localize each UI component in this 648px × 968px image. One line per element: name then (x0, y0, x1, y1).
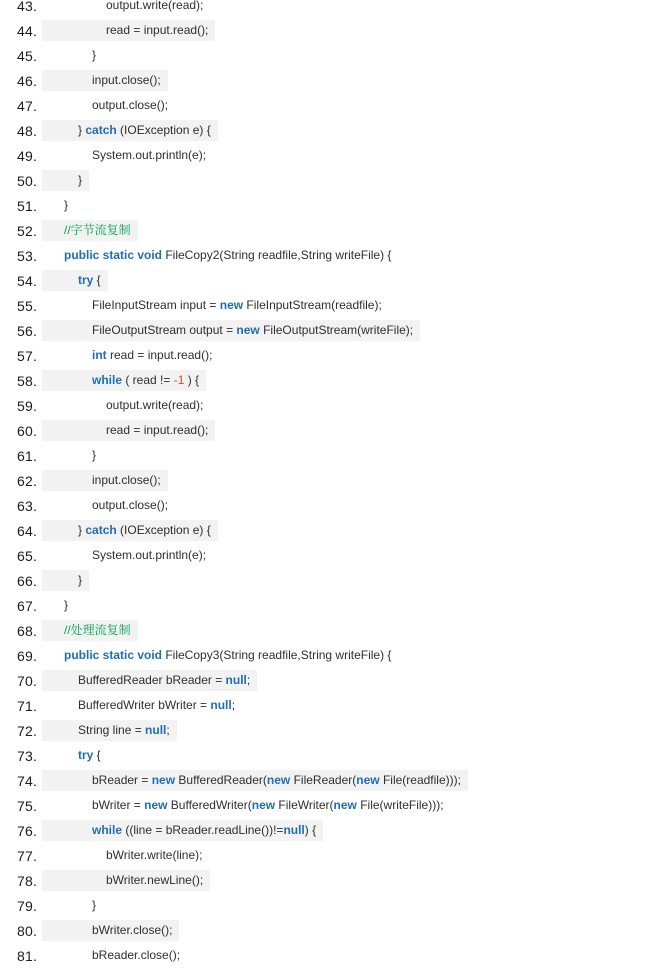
code-segment (42, 245, 398, 266)
code-token-plain: ((line = bReader.readLine())!= (122, 823, 284, 837)
code-token-plain: } (78, 123, 86, 137)
code-line (0, 693, 648, 718)
code-token-keyword: int (92, 348, 107, 362)
code-token-plain: BufferedWriter( (167, 798, 252, 812)
code-segment-highlighted (42, 470, 168, 491)
code-line (0, 493, 648, 518)
code-text (42, 945, 648, 966)
code-line (0, 518, 648, 543)
code-token-keyword: catch (85, 123, 117, 137)
code-segment-highlighted (42, 870, 210, 891)
code-token-plain: File(writeFile))); (356, 798, 444, 812)
code-segment (42, 0, 210, 16)
code-segment (42, 795, 451, 816)
line-number: 56. (17, 322, 38, 339)
code-segment-highlighted (42, 720, 177, 741)
code-line (0, 168, 648, 193)
code-text (42, 45, 648, 66)
code-line (0, 868, 648, 893)
code-line (0, 68, 648, 93)
code-text (42, 695, 648, 716)
line-number: 63. (17, 497, 38, 514)
code-segment-highlighted (42, 770, 468, 791)
code-text (42, 245, 648, 266)
code-line (0, 93, 648, 118)
line-number: 44. (17, 22, 38, 39)
code-token-plain: BufferedReader bReader = (78, 673, 226, 687)
code-text (42, 570, 648, 591)
code-token-plain: } (92, 48, 97, 62)
line-number: 46. (17, 72, 38, 89)
code-token-keyword: public static void (64, 248, 163, 262)
line-number: 73. (17, 747, 38, 764)
code-segment (42, 845, 209, 866)
line-number: 64. (17, 522, 38, 539)
code-token-keyword: while (92, 823, 123, 837)
line-number: 50. (17, 172, 38, 189)
code-segment-highlighted (42, 620, 138, 641)
code-line (0, 743, 648, 768)
code-segment (42, 595, 75, 616)
code-text (42, 720, 648, 741)
line-number: 55. (17, 297, 38, 314)
code-line (0, 318, 648, 343)
code-line (0, 43, 648, 68)
code-segment (42, 695, 242, 716)
code-line (0, 393, 648, 418)
code-line (0, 643, 648, 668)
code-segment-highlighted (42, 920, 179, 941)
code-segment-highlighted (42, 220, 138, 241)
line-number: 61. (17, 447, 38, 464)
code-line (0, 468, 648, 493)
code-token-plain: bReader = (92, 773, 152, 787)
line-number: 53. (17, 247, 38, 264)
line-number: 80. (17, 922, 38, 939)
line-number: 62. (17, 472, 38, 489)
code-text (42, 70, 648, 91)
code-token-keyword: null (283, 823, 305, 837)
line-number: 68. (17, 622, 38, 639)
code-token-comment: //处理流复制 (64, 623, 131, 637)
line-number: 65. (17, 547, 38, 564)
code-token-keyword: new (236, 323, 260, 337)
line-number: 69. (17, 647, 38, 664)
code-line (0, 193, 648, 218)
code-line (0, 143, 648, 168)
line-number: 67. (17, 597, 38, 614)
line-number: 76. (17, 822, 38, 839)
code-token-plain: String line = (78, 723, 146, 737)
code-segment (42, 95, 175, 116)
code-segment-highlighted (42, 70, 168, 91)
code-segment (42, 645, 398, 666)
code-text (42, 795, 648, 816)
code-line (0, 343, 648, 368)
code-text (42, 820, 648, 841)
line-number: 51. (17, 197, 38, 214)
code-token-plain: File(readfile))); (379, 773, 461, 787)
code-token-plain: ; (166, 723, 170, 737)
code-token-plain: } (64, 598, 69, 612)
line-number: 75. (17, 797, 38, 814)
code-token-plain: FileOutputStream(writeFile); (259, 323, 414, 337)
line-number: 81. (17, 947, 38, 964)
code-token-plain: ( read != (122, 373, 174, 387)
code-token-keyword: new (266, 773, 291, 787)
code-token-plain: FileCopy2(String readfile,String writeFile) { (162, 248, 392, 262)
code-token-keyword: try (78, 748, 94, 762)
code-token-plain: } (64, 198, 69, 212)
code-token-plain: bWriter.newLine(); (106, 873, 204, 887)
code-segment-highlighted (42, 170, 89, 191)
line-number: 48. (17, 122, 38, 139)
line-number: 72. (17, 722, 38, 739)
code-text (42, 320, 648, 341)
code-text (42, 645, 648, 666)
code-text (42, 195, 648, 216)
code-token-plain: input.close(); (92, 473, 161, 487)
code-token-plain: output.write(read); (106, 0, 204, 12)
code-token-keyword: new (333, 798, 357, 812)
code-segment (42, 395, 210, 416)
code-segment-highlighted (42, 820, 323, 841)
code-line (0, 918, 648, 943)
code-line (0, 568, 648, 593)
line-number: 52. (17, 222, 38, 239)
code-token-keyword: public static void (64, 648, 163, 662)
code-text (42, 0, 648, 16)
code-token-plain: (IOException e) { (116, 123, 211, 137)
code-segment-highlighted (42, 570, 89, 591)
code-text (42, 345, 648, 366)
code-token-plain: output.write(read); (106, 398, 204, 412)
code-line (0, 18, 648, 43)
code-token-literal: -1 (173, 373, 185, 387)
code-segment-highlighted (42, 20, 215, 41)
line-number: 59. (17, 397, 38, 414)
code-line (0, 893, 648, 918)
line-number: 45. (17, 47, 38, 64)
code-text (42, 295, 648, 316)
code-segment (42, 45, 103, 66)
code-text (42, 20, 648, 41)
code-token-plain: bWriter.close(); (92, 923, 173, 937)
code-segment-highlighted (42, 520, 218, 541)
code-token-plain: BufferedReader( (175, 773, 267, 787)
code-token-plain: } (78, 173, 83, 187)
line-number: 57. (17, 347, 38, 364)
code-line (0, 268, 648, 293)
code-token-plain: ) { (304, 823, 317, 837)
code-token-plain: BufferedWriter bWriter = (78, 698, 211, 712)
code-token-keyword: new (356, 773, 380, 787)
line-number: 43. (17, 0, 38, 14)
code-token-plain: } (78, 523, 86, 537)
code-line (0, 618, 648, 643)
line-number: 47. (17, 97, 38, 114)
code-segment (42, 545, 213, 566)
code-token-keyword: null (145, 723, 167, 737)
code-segment-highlighted (42, 320, 420, 341)
code-segment (42, 295, 389, 316)
line-number: 77. (17, 847, 38, 864)
code-line (0, 768, 648, 793)
code-text (42, 620, 648, 641)
code-text (42, 845, 648, 866)
code-segment-highlighted (42, 120, 218, 141)
code-segment-highlighted (42, 370, 206, 391)
code-token-keyword: while (92, 373, 123, 387)
code-line (0, 718, 648, 743)
code-line (0, 118, 648, 143)
code-segment (42, 945, 187, 966)
code-text (42, 95, 648, 116)
code-line (0, 443, 648, 468)
code-text (42, 170, 648, 191)
code-text (42, 870, 648, 891)
code-token-keyword: null (225, 673, 247, 687)
code-token-plain: read = input.read(); (106, 423, 209, 437)
code-text (42, 670, 648, 691)
code-token-plain: input.close(); (92, 73, 161, 87)
code-token-plain: } (92, 898, 97, 912)
code-line (0, 293, 648, 318)
code-token-plain: } (92, 448, 97, 462)
code-token-plain: FileReader( (290, 773, 357, 787)
code-token-plain: ; (246, 673, 251, 687)
code-token-plain: ) { (184, 373, 200, 387)
code-line (0, 368, 648, 393)
code-token-plain: read = input.read(); (106, 23, 209, 37)
code-token-plain: FileOutputStream output = (92, 323, 237, 337)
code-segment (42, 145, 213, 166)
code-text (42, 520, 648, 541)
code-text (42, 770, 648, 791)
line-number: 54. (17, 272, 38, 289)
code-token-plain: bWriter.write(line); (106, 848, 203, 862)
code-token-plain: (IOException e) { (116, 523, 211, 537)
code-token-keyword: new (151, 773, 176, 787)
line-number: 74. (17, 772, 38, 789)
code-text (42, 120, 648, 141)
code-line (0, 543, 648, 568)
code-line (0, 218, 648, 243)
line-number: 79. (17, 897, 38, 914)
code-segment-highlighted (42, 270, 108, 291)
line-number: 60. (17, 422, 38, 439)
code-text (42, 395, 648, 416)
line-number: 66. (17, 572, 38, 589)
code-line (0, 793, 648, 818)
line-number: 70. (17, 672, 38, 689)
code-text (42, 220, 648, 241)
code-text (42, 920, 648, 941)
code-line (0, 668, 648, 693)
code-segment-highlighted (42, 420, 215, 441)
code-token-keyword: catch (85, 523, 117, 537)
code-text (42, 745, 648, 766)
code-token-keyword: try (78, 273, 94, 287)
code-token-plain: FileInputStream input = (92, 298, 220, 312)
code-text (42, 445, 648, 466)
code-text (42, 145, 648, 166)
code-text (42, 420, 648, 441)
code-text (42, 270, 648, 291)
code-text (42, 370, 648, 391)
code-token-keyword: new (219, 298, 244, 312)
code-token-comment: //字节流复制 (64, 223, 131, 237)
line-number: 58. (17, 372, 38, 389)
line-number: 49. (17, 147, 38, 164)
code-line (0, 818, 648, 843)
code-line (0, 843, 648, 868)
code-token-plain: bWriter = (92, 798, 145, 812)
line-number: 78. (17, 872, 38, 889)
code-token-plain: ; (231, 698, 236, 712)
code-segment (42, 195, 75, 216)
code-text (42, 470, 648, 491)
code-token-plain: { (93, 273, 101, 287)
code-segment-highlighted (42, 670, 257, 691)
code-text (42, 495, 648, 516)
code-token-plain: System.out.println(e); (92, 548, 207, 562)
code-token-plain: { (93, 748, 101, 762)
code-token-plain: } (78, 573, 83, 587)
code-segment (42, 495, 175, 516)
code-text (42, 545, 648, 566)
code-line (0, 943, 648, 968)
code-token-plain: FileWriter( (275, 798, 334, 812)
code-token-plain: bReader.close(); (92, 948, 181, 962)
code-segment (42, 345, 219, 366)
code-line (0, 593, 648, 618)
code-token-plain: FileCopy3(String readfile,String writeFile) { (162, 648, 392, 662)
code-text (42, 595, 648, 616)
code-line (0, 0, 648, 18)
code-segment (42, 445, 103, 466)
code-line (0, 243, 648, 268)
code-token-keyword: null (210, 698, 232, 712)
code-segment (42, 895, 103, 916)
code-line (0, 418, 648, 443)
code-token-keyword: new (144, 798, 168, 812)
code-text (42, 895, 648, 916)
code-token-plain: System.out.println(e); (92, 148, 207, 162)
code-token-plain: FileInputStream(readfile); (243, 298, 382, 312)
line-number: 71. (17, 697, 38, 714)
code-token-plain: output.close(); (92, 498, 169, 512)
code-token-plain: read = input.read(); (106, 348, 213, 362)
code-token-keyword: new (251, 798, 276, 812)
code-token-plain: output.close(); (92, 98, 169, 112)
code-segment (42, 745, 108, 766)
